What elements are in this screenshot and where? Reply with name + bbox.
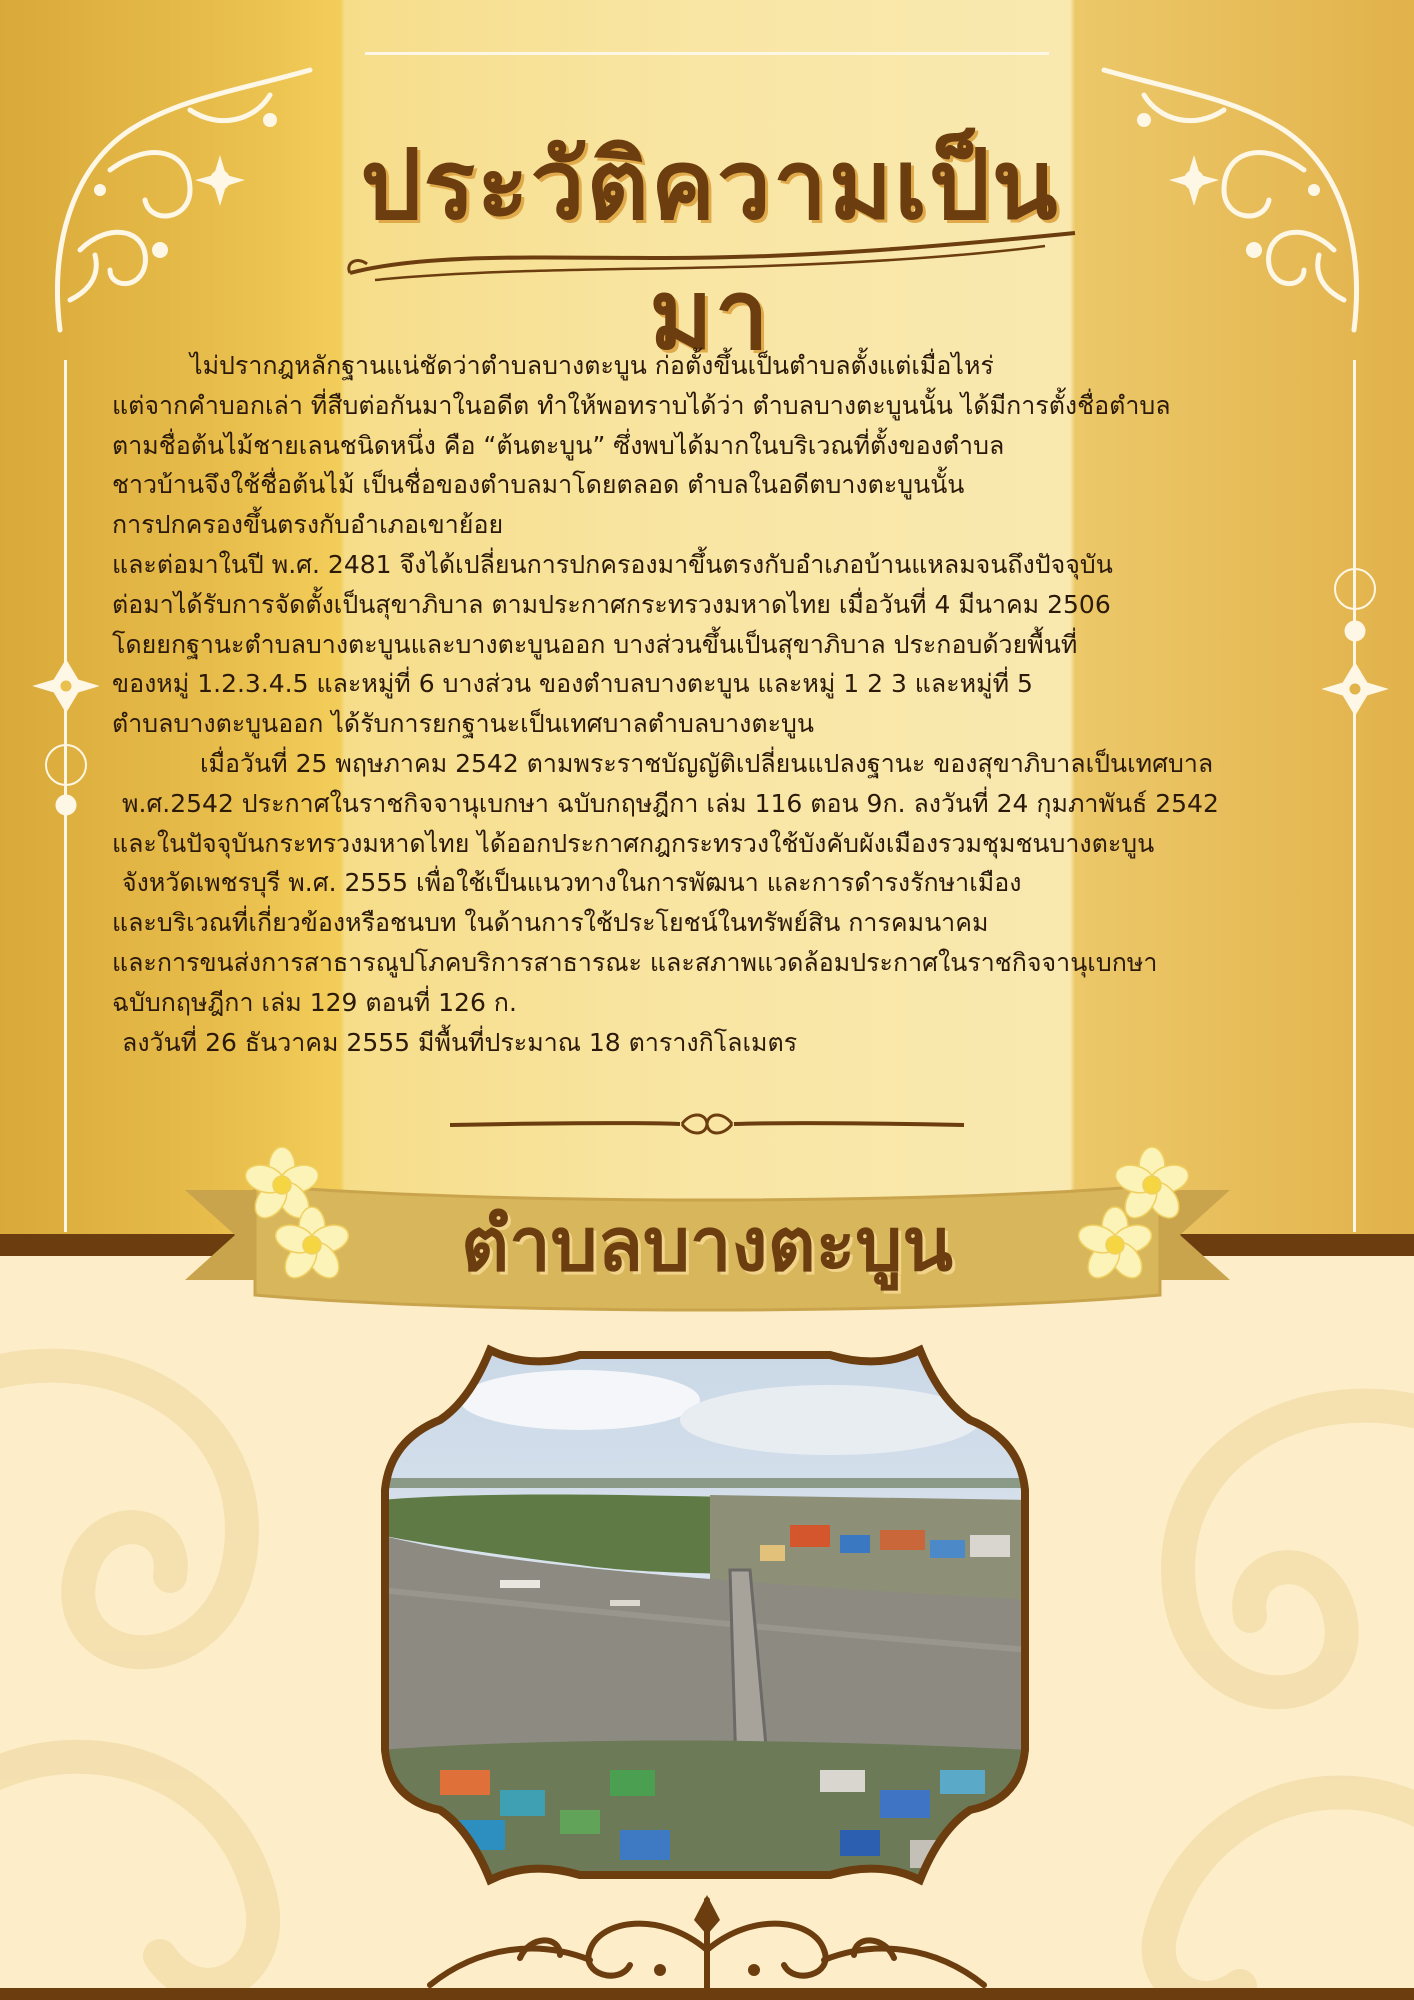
history-line: และบริเวณที่เกี่ยวข้องหรือชนบท ในด้านการใช้ประโยชน์ในทรัพย์สิน การคมนาคม	[112, 908, 989, 938]
top-rule-line	[365, 52, 1049, 55]
title-underline-flourish	[345, 228, 1080, 288]
right-flower-icon	[1070, 1140, 1200, 1290]
history-line: เมื่อวันที่ 25 พฤษภาคม 2542 ตามพระราชบัญญัติเปลี่ยนแปลงฐานะ ของสุขาภิบาลเป็นเทศบาล	[200, 748, 1214, 778]
left-medallion-icon	[26, 650, 106, 820]
history-line: ต่อมาได้รับการจัดตั้งเป็นสุขาภิบาล ตามประกาศกระทรวงมหาดไทย เมื่อวันที่ 4 มีนาคม 2506	[112, 589, 1111, 619]
aerial-photo	[380, 1330, 1030, 1900]
history-line: แต่จากคำบอกเล่า ที่สืบต่อกันมาในอดีต ทำให้พอทราบได้ว่า ตำบลบางตะบูนนั้น ได้มีการตั้งชื่อตำบล	[112, 390, 1171, 420]
history-line: และในปัจจุบันกระทรวงมหาดไทย ได้ออกประกาศกฎกระทรวงใช้บังคับผังเมืองรวมชุมชนบางตะบูน	[112, 828, 1155, 858]
history-line: จังหวัดเพชรบุรี พ.ศ. 2555 เพื่อใช้เป็นแนวทางในการพัฒนา และการดำรงรักษาเมือง	[122, 868, 1022, 898]
bottom-ornament-icon	[420, 1890, 994, 1990]
history-line: ชาวบ้านจึงใช้ชื่อต้นไม้ เป็นชื่อของตำบลมาโดยตลอด ตำบลในอดีตบางตะบูนนั้น	[112, 470, 965, 500]
section-divider-flourish	[450, 1110, 964, 1140]
history-line: และการขนส่งการสาธารณูปโภคบริการสาธารณะ และสภาพแวดล้อมประกาศในราชกิจจานุเบกษา	[112, 947, 1158, 977]
right-border-line	[1353, 360, 1356, 1232]
history-line: การปกครองขึ้นตรงกับอำเภอเขาย้อย	[112, 510, 504, 540]
left-flower-icon	[240, 1140, 370, 1290]
history-line: ตำบลบางตะบูนออก ได้รับการยกฐานะเป็นเทศบาลตำบลบางตะบูน	[112, 709, 814, 739]
banner-title: ตำบลบางตะบูน	[461, 1202, 953, 1288]
history-line: โดยยกฐานะตำบลบางตะบูนและบางตะบูนออก บางส่วนขึ้นเป็นสุขาภิบาล ประกอบด้วยพื้นที่	[112, 629, 1078, 659]
history-line: และต่อมาในปี พ.ศ. 2481 จึงได้เปลี่ยนการปกครองมาขึ้นตรงกับอำเภอบ้านแหลมจนถึงปัจจุบัน	[112, 549, 1113, 579]
top-left-ornament-icon	[40, 50, 330, 340]
history-line: พ.ศ.2542 ประกาศในราชกิจจานุเบกษา ฉบับกฤษฎีกา เล่ม 116 ตอน 9ก. ลงวันที่ 24 กุมภาพันธ์ 2542	[122, 788, 1219, 818]
top-right-ornament-icon	[1084, 50, 1374, 340]
history-line: ไม่ปรากฎหลักฐานแน่ชัดว่าตำบลบางตะบูน ก่อตั้งขึ้นเป็นตำบลตั้งแต่เมื่อไหร่	[190, 351, 994, 380]
page-title: ประวัติความเป็นมา	[360, 128, 1060, 371]
history-line: ลงวันที่ 26 ธันวาคม 2555 มีพื้นที่ประมาณ 18 ตารางกิโลเมตร	[122, 1027, 798, 1057]
history-line: ของหมู่ 1.2.3.4.5 และหมู่ที่ 6 บางส่วน ของตำบลบางตะบูน และหมู่ 1 2 3 และหมู่ที่ 5	[112, 669, 1033, 699]
history-text	[112, 346, 1342, 1062]
history-line: ฉบับกฤษฎีกา เล่ม 129 ตอนที่ 126 ก.	[112, 987, 517, 1017]
history-line: ตามชื่อต้นไม้ชายเลนชนิดหนึ่ง คือ “ต้นตะบูน” ซึ่งพบได้มากในบริเวณที่ตั้งของตำบล	[112, 430, 1005, 460]
